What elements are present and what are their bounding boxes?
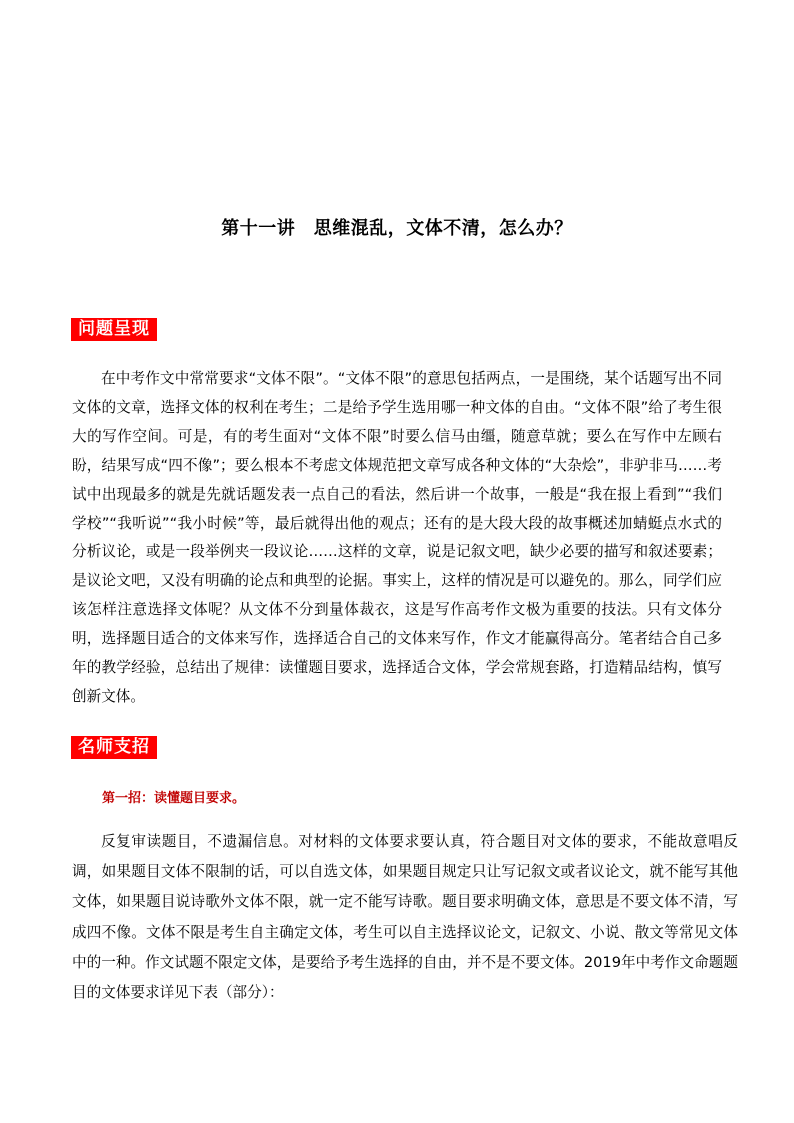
page-title: 第十一讲 思维混乱，文体不清，怎么办？ [221,218,573,239]
first-tip-heading: 第一招：读懂题目要求。 [102,791,246,806]
tips-paragraph: 反复审读题目，不遗漏信息。对材料的文体要求要认真，符合题目对文体的要求，不能故意唱反调，如果题目文体不限制的话，可以自选文体，如果题目规定只让写记叙文或者议论文，就不能写其他文体，如果题目说诗歌外文体不限，就一定不能写诗歌。题目要求明确文体，意思是不要文体不清，写成四不像。文体不限是考生自主确定文体，考生可以自主选择议论文，记叙文、小说、散文等常见文体中的一种。作文试题不限定文体，是要给予考生选择的自由，并不是不要文体。2019年中考作文命题题目的文体要求详见下表（部分）： [72,833,738,1002]
section-label-problem: 问题呈现 [71,318,157,341]
section-label-tips: 名师支招 [71,736,157,759]
problem-paragraph: 在中考作文中常常要求“文体不限”。“文体不限”的意思包括两点，一是围绕，某个话题写出不同文体的文章，选择文体的权利在考生；二是给予学生选用哪一种文体的自由。“文体不限”给了考生很大的写作空间。可是，有的考生面对“文体不限”时要么信马由缰，随意草就；要么在写作中左顾右盼，结果写成“四不像”；要么根本不考虑文体规范把文章写成各种文体的“大杂烩”，非驴非马……考试中出现最多的就是先就话题发表一点自己的看法，然后讲一个故事，一般是“我在报上看到”“我们学校”“我听说”“我小时候”等，最后就得出他的观点；还有的是大段大段的故事概述加蜻蜓点水式的分析议论，或是一段举例夹一段议论……这样的文章，说是记叙文吧，缺少必要的描写和叙述要素；是议论文吧，又没有明确的论点和典型的论据。事实上，这样的情况是可以避免的。那么，同学们应该怎样注意选择文体呢？从文体不分到量体裁衣，这是写作高考作文极为重要的技法。只有文体分明，选择题目适合的文体来写作，选择适合自己的文体来写作，作文才能赢得高分。笔者结合自己多年的教学经验，总结出了规律：读懂题目要求，选择适合文体，学会常规套路，打造精品结构，慎写创新文体。 [72,370,722,705]
